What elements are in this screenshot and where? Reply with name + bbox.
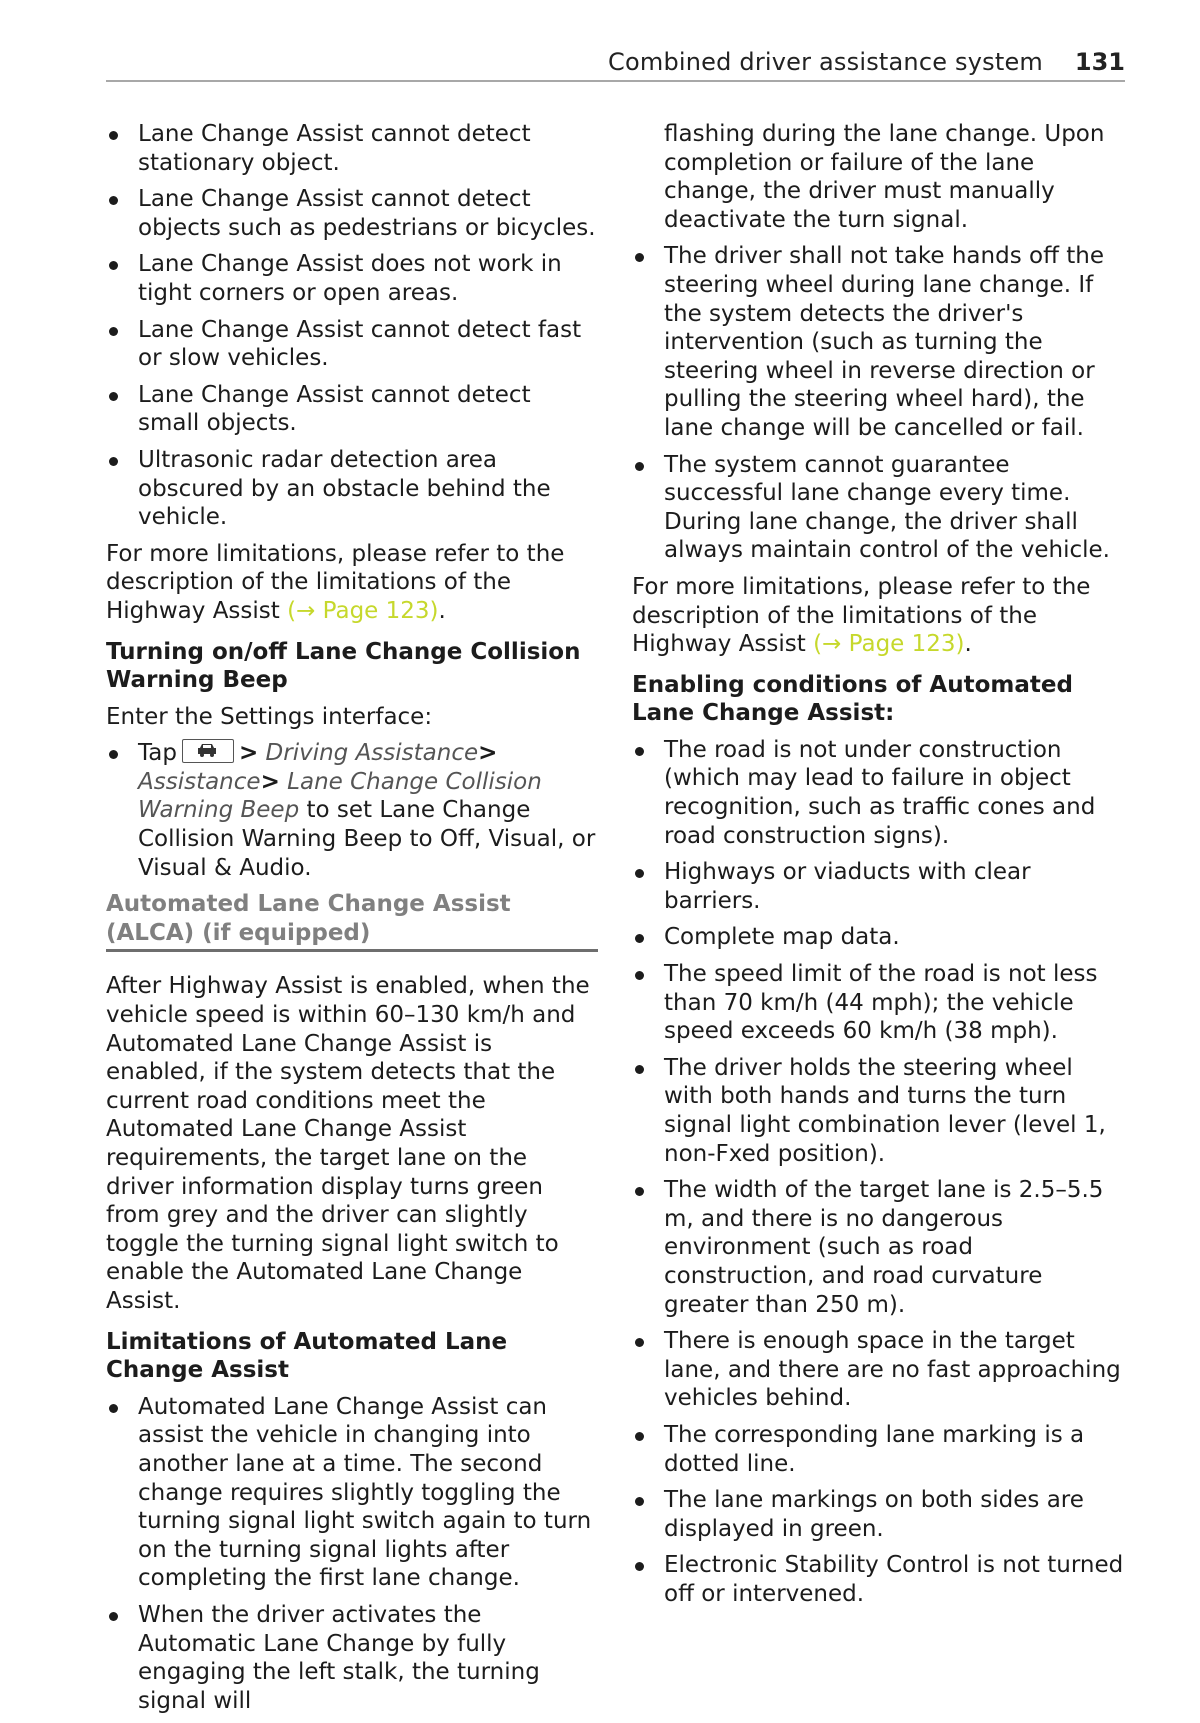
bullet-continuation: flashing during the lane change. Upon completion or failure of the lane change, the driver must manually deactivate the turn signal. [664, 121, 1105, 233]
list-item: When the driver activates the Automatic Lane Change by fully engaging the left stalk, the turning signal will [106, 1601, 598, 1715]
list-item: There is enough space in the target lane, and there are no fast approaching vehicles behind. [632, 1327, 1124, 1413]
more-limitations-paragraph [632, 573, 1124, 659]
beep-heading: Turning on/off Lane Change Collision Warning Beep [106, 638, 581, 694]
alca-paragraph: After Highway Assist is enabled, when the vehicle speed is within 60–130 km/h and Automated Lane Change Assist is enabled, if the system detects that the current road conditions meet the Automated Lane Change Assist requirements, the target lane on the driver information display turns green from grey and the driver can slightly toggle the turning signal light switch to enable the Automated Lane Change Assist. [106, 973, 590, 1314]
alca-limits-list-continued [632, 242, 1124, 565]
menu-driving-assistance[interactable]: Driving Assistance [265, 740, 479, 767]
list-item: The lane markings on both sides are displayed in green. [632, 1486, 1124, 1543]
list-item: Lane Change Assist cannot detect small objects. [106, 381, 598, 438]
alca-limits-list [106, 1393, 598, 1716]
tap-instruction [106, 739, 598, 882]
car-settings-icon[interactable] [182, 739, 234, 763]
enabling-conditions-heading: Enabling conditions of Automated Lane Change Assist: [632, 671, 1073, 727]
page-header [106, 42, 1125, 82]
list-item: The driver shall not take hands off the steering wheel during lane change. If the system detects the driver's intervention (such as turning the steering wheel in reverse direction or pulling the steering wheel hard), the lane change will be cancelled or fail. [632, 242, 1124, 442]
list-item: Lane Change Assist cannot detect fast or slow vehicles. [106, 316, 598, 373]
list-item: The corresponding lane marking is a dotted line. [632, 1421, 1124, 1478]
header-title: Combined driver assistance system [608, 48, 1043, 76]
enabling-conditions-list [632, 736, 1124, 1609]
sentence-end: . [438, 597, 446, 624]
more-limitations-text: For more limitations, please refer to the description of the limitations of the Highway Assist [632, 573, 1091, 658]
list-item: Electronic Stability Control is not turned off or intervened. [632, 1551, 1124, 1608]
list-item: The driver holds the steering wheel with both hands and turns the turn signal light combination lever (level 1, non-Fxed position). [632, 1054, 1124, 1168]
list-item: Ultrasonic radar detection area obscured by an obstacle behind the vehicle. [106, 446, 598, 532]
list-item: Highways or viaducts with clear barriers. [632, 858, 1124, 915]
chevron-right-icon: > [238, 740, 259, 767]
left-column [106, 120, 598, 1723]
list-item: Automated Lane Change Assist can assist the vehicle in changing into another lane at a time. The second change requires slightly toggling the turning signal light switch again to turn on the turning signal lights after completing the first lane change. [106, 1393, 598, 1593]
list-item: Lane Change Assist cannot detect objects such as pedestrians or bicycles. [106, 185, 598, 242]
chevron-right-icon: > [260, 768, 280, 795]
list-item: The speed limit of the road is not less than 70 km/h (44 mph); the vehicle speed exceeds 60 km/h (38 mph). [632, 960, 1124, 1046]
alca-limits-heading: Limitations of Automated Lane Change Assist [106, 1328, 508, 1384]
list-item: Lane Change Assist cannot detect stationary object. [106, 120, 598, 177]
list-item: The road is not under construction (which may lead to failure in object recognition, such as traffic cones and road construction signs). [632, 736, 1124, 850]
chevron-right-icon: > [478, 740, 498, 767]
list-item: The width of the target lane is 2.5–5.5 m, and there is no dangerous environment (such as road construction, and road curvature greater than 250 m). [632, 1176, 1124, 1319]
right-column [632, 120, 1124, 1617]
lca-limitations-list [106, 120, 598, 532]
settings-steps [106, 739, 598, 882]
tap-word: Tap [138, 740, 177, 767]
menu-assistance[interactable]: Assistance [138, 768, 261, 795]
list-item: Complete map data. [632, 923, 1124, 952]
more-limitations-text: For more limitations, please refer to the description of the limitations of the Highway Assist [106, 540, 565, 624]
menu-lane-change-collision-warning-beep[interactable]: Lane Change Collision Warning Beep [138, 768, 542, 824]
page-123-link[interactable]: (→ Page 123) [813, 631, 965, 658]
more-limitations-paragraph [106, 540, 598, 626]
page-123-link[interactable]: (→ Page 123) [287, 597, 439, 624]
page-number: 131 [1074, 48, 1125, 76]
sentence-end: . [964, 631, 972, 658]
list-item: Lane Change Assist does not work in tight corners or open areas. [106, 250, 598, 307]
list-item: The system cannot guarantee successful lane change every time. During lane change, the driver shall always maintain control of the vehicle. [632, 451, 1124, 565]
alca-section-heading: Automated Lane Change Assist (ALCA) (if equipped) [106, 890, 598, 952]
tap-tail: to set Lane Change Collision Warning Beep to Off, Visual, or Visual & Audio. [138, 797, 596, 881]
settings-intro: Enter the Settings interface: [106, 703, 433, 730]
